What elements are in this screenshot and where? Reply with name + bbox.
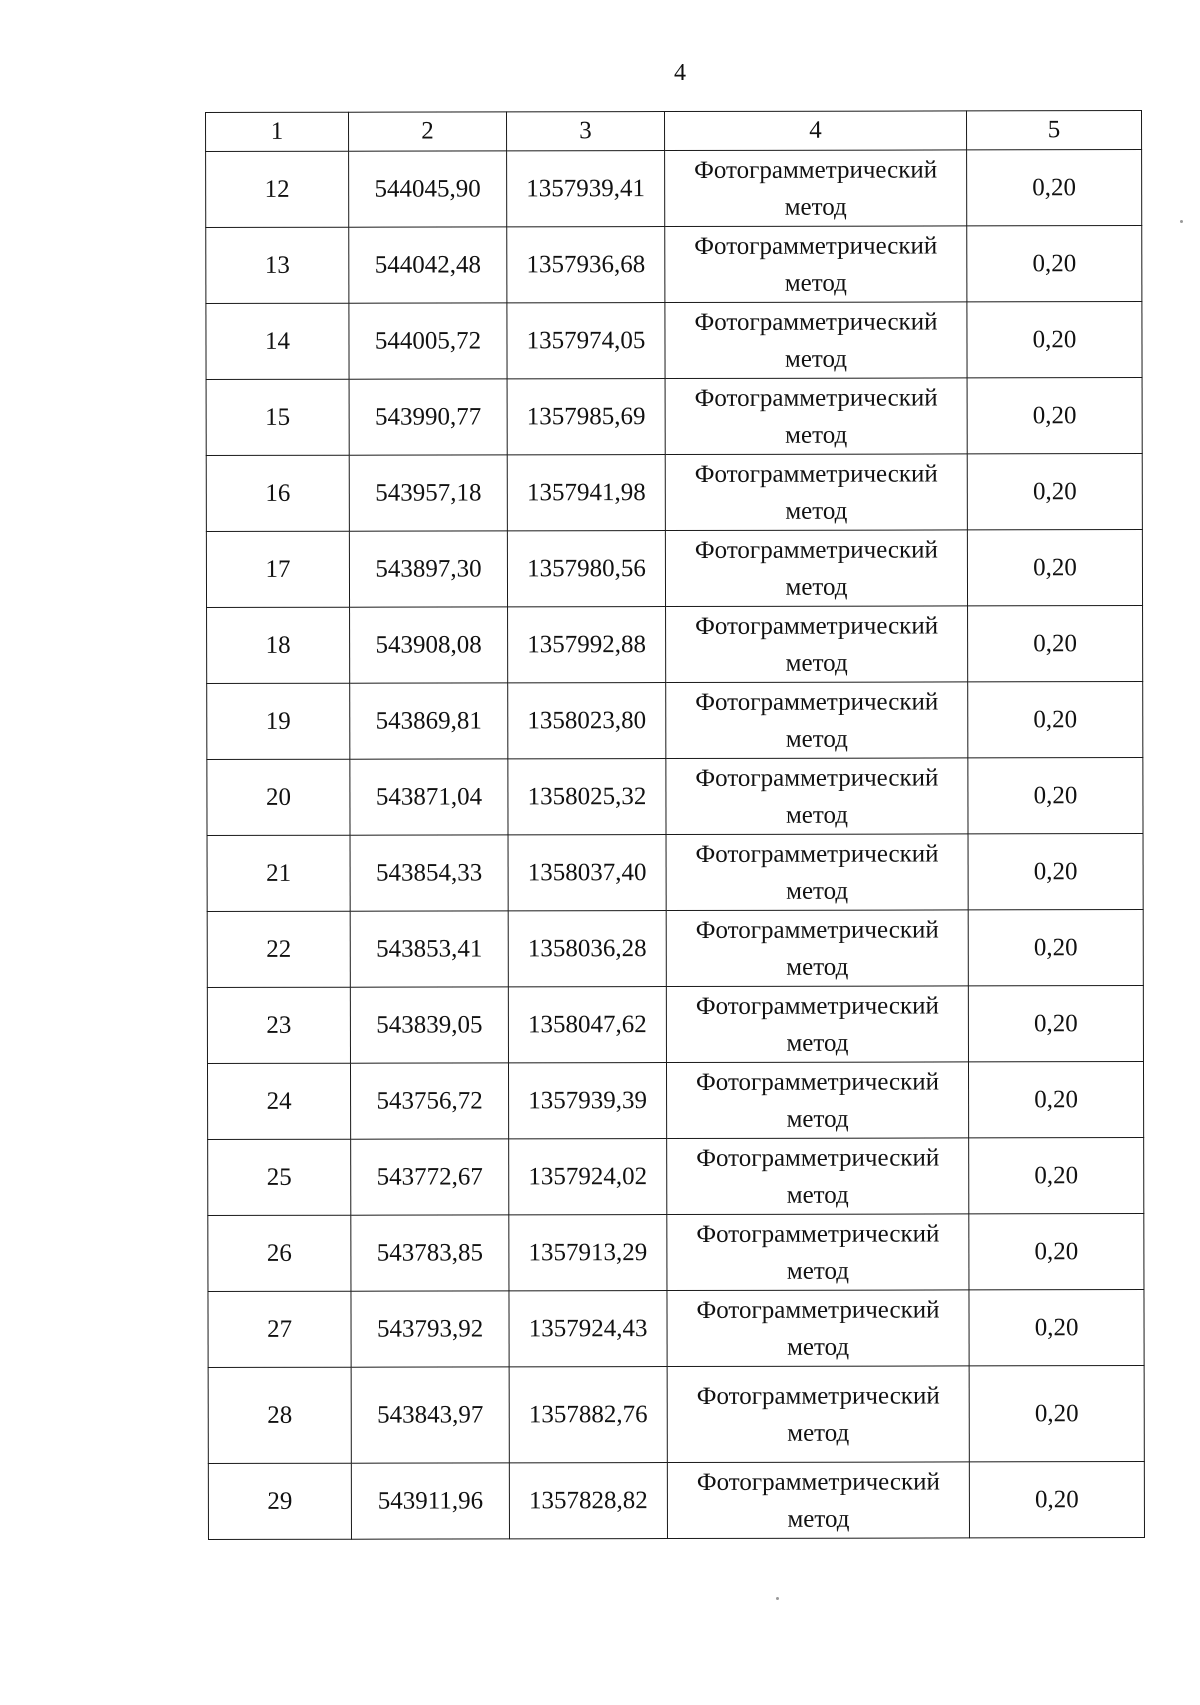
method-cell — [666, 910, 968, 987]
y-coordinate-cell: 1357992,88 — [508, 607, 666, 683]
y-coordinate-cell: 1357985,69 — [507, 379, 665, 455]
accuracy-cell: 0,20 — [967, 302, 1142, 378]
table-header — [206, 111, 1142, 152]
x-coordinate-cell: 543854,33 — [350, 835, 508, 911]
y-coordinate-cell: 1358037,40 — [508, 835, 666, 911]
method-line-2: метод — [785, 649, 848, 677]
table-row — [206, 150, 1142, 228]
method-line-2: метод — [786, 1105, 849, 1133]
method-line-2: метод — [785, 497, 848, 525]
x-coordinate-cell: 543911,96 — [351, 1463, 509, 1539]
accuracy-cell: 0,20 — [967, 378, 1142, 454]
method-line-1: Фотограмметрический — [695, 763, 939, 792]
method-line-2: метод — [784, 345, 848, 373]
scan-speck — [1180, 220, 1183, 223]
method-cell — [667, 1290, 969, 1367]
y-coordinate-cell: 1357924,43 — [509, 1291, 667, 1367]
table-row — [208, 1214, 1144, 1292]
x-coordinate-cell: 544005,72 — [349, 303, 507, 379]
accuracy-cell: 0,20 — [967, 530, 1142, 606]
point-number-cell: 13 — [206, 227, 349, 303]
method-line-2: метод — [786, 953, 849, 981]
y-coordinate-cell: 1358036,28 — [508, 911, 666, 987]
method-cell — [665, 302, 967, 379]
accuracy-cell: 0,20 — [967, 150, 1142, 226]
point-number-cell: 25 — [208, 1139, 351, 1215]
point-number-cell: 20 — [207, 759, 350, 835]
method-cell — [666, 986, 968, 1063]
x-coordinate-cell: 543871,04 — [350, 759, 508, 835]
method-cell — [666, 1062, 968, 1139]
header-cell-4: 4 — [665, 111, 967, 151]
x-coordinate-cell: 543793,92 — [351, 1291, 509, 1367]
accuracy-cell: 0,20 — [968, 758, 1143, 834]
method-line-1: Фотограмметрический — [694, 383, 938, 412]
method-cell — [667, 1462, 969, 1539]
method-line-1: Фотограмметрический — [695, 839, 939, 868]
y-coordinate-cell: 1357941,98 — [507, 455, 665, 531]
y-coordinate-cell: 1358023,80 — [508, 683, 666, 759]
accuracy-cell: 0,20 — [969, 1214, 1144, 1290]
accuracy-cell: 0,20 — [968, 834, 1143, 910]
x-coordinate-cell: 543839,05 — [350, 987, 508, 1063]
method-cell — [665, 226, 967, 303]
accuracy-cell: 0,20 — [969, 1366, 1144, 1462]
method-line-2: метод — [784, 269, 847, 297]
x-coordinate-cell: 544042,48 — [349, 227, 507, 303]
table-row — [207, 758, 1143, 836]
method-cell — [666, 682, 968, 759]
method-line-1: Фотограмметрический — [694, 535, 938, 564]
x-coordinate-cell: 543853,41 — [350, 911, 508, 987]
method-cell — [666, 834, 968, 911]
method-line-2: метод — [785, 421, 848, 449]
method-line-1: Фотограмметрический — [695, 915, 939, 944]
x-coordinate-cell: 543783,85 — [351, 1215, 509, 1291]
accuracy-cell: 0,20 — [969, 1138, 1144, 1214]
method-cell — [667, 1214, 969, 1291]
table-row — [207, 606, 1143, 684]
y-coordinate-cell: 1357924,02 — [509, 1139, 667, 1215]
table-row — [208, 1366, 1144, 1464]
x-coordinate-cell: 543772,67 — [351, 1139, 509, 1215]
point-number-cell: 15 — [206, 379, 349, 455]
method-line-1: Фотограмметрический — [696, 1143, 940, 1172]
table-row — [208, 1462, 1144, 1540]
header-cell-5: 5 — [966, 111, 1141, 150]
method-cell — [666, 606, 968, 683]
scan-speck — [776, 1597, 779, 1600]
method-line-1: Фотограмметрический — [695, 611, 939, 640]
page-number: 4 — [674, 60, 686, 86]
y-coordinate-cell: 1357828,82 — [509, 1463, 667, 1539]
method-cell — [667, 1366, 969, 1463]
table-row — [208, 1290, 1144, 1368]
table-row — [206, 454, 1142, 532]
x-coordinate-cell: 543843,97 — [351, 1367, 509, 1463]
method-line-1: Фотограмметрический — [696, 1381, 940, 1410]
method-line-2: метод — [784, 193, 847, 221]
y-coordinate-cell: 1357974,05 — [507, 303, 665, 379]
table-body — [206, 150, 1145, 1540]
method-line-1: Фотограмметрический — [695, 991, 939, 1020]
point-number-cell: 18 — [207, 607, 350, 683]
y-coordinate-cell: 1358047,62 — [508, 987, 666, 1063]
accuracy-cell: 0,20 — [968, 910, 1143, 986]
y-coordinate-cell: 1357939,39 — [508, 1063, 666, 1139]
method-cell — [666, 758, 968, 835]
y-coordinate-cell: 1357939,41 — [507, 151, 665, 227]
y-coordinate-cell: 1357936,68 — [507, 227, 665, 303]
point-number-cell: 22 — [207, 911, 350, 987]
method-line-2: метод — [787, 1333, 850, 1361]
method-line-2: метод — [785, 725, 848, 753]
x-coordinate-cell: 543908,08 — [350, 607, 508, 683]
method-line-1: Фотограмметрический — [696, 1467, 940, 1496]
method-cell — [665, 454, 967, 531]
method-line-2: метод — [786, 1181, 849, 1209]
point-number-cell: 14 — [206, 303, 349, 379]
point-number-cell: 12 — [206, 151, 349, 227]
accuracy-cell: 0,20 — [967, 454, 1142, 530]
method-line-2: метод — [787, 1419, 850, 1447]
method-line-2: метод — [786, 877, 849, 905]
method-line-2: метод — [786, 1257, 849, 1285]
method-cell — [665, 530, 967, 607]
method-cell — [667, 1138, 969, 1215]
header-cell-2: 2 — [349, 112, 507, 151]
accuracy-cell: 0,20 — [967, 226, 1142, 302]
x-coordinate-cell: 543990,77 — [349, 379, 507, 455]
table-row — [207, 910, 1143, 988]
method-line-1: Фотограмметрический — [694, 155, 938, 184]
method-line-2: метод — [786, 1029, 849, 1057]
y-coordinate-cell: 1357980,56 — [507, 531, 665, 607]
method-cell — [665, 150, 967, 227]
header-cell-1: 1 — [206, 112, 349, 151]
point-number-cell: 17 — [206, 531, 349, 607]
point-number-cell: 26 — [208, 1215, 351, 1291]
y-coordinate-cell: 1358025,32 — [508, 759, 666, 835]
table-row — [206, 226, 1142, 304]
method-line-2: метод — [785, 573, 848, 601]
method-line-1: Фотограмметрический — [696, 1219, 940, 1248]
header-cell-3: 3 — [507, 112, 665, 151]
coordinates-table — [205, 110, 1145, 1540]
point-number-cell: 28 — [208, 1367, 351, 1463]
method-line-2: метод — [787, 1505, 850, 1533]
table-row — [207, 1062, 1143, 1140]
accuracy-cell: 0,20 — [968, 606, 1143, 682]
point-number-cell: 16 — [206, 455, 349, 531]
table-row — [206, 302, 1142, 380]
table-row — [208, 1138, 1144, 1216]
x-coordinate-cell: 544045,90 — [349, 151, 507, 227]
point-number-cell: 27 — [208, 1291, 351, 1367]
method-line-2: метод — [785, 801, 849, 829]
point-number-cell: 19 — [207, 683, 350, 759]
table-row — [207, 682, 1143, 760]
point-number-cell: 24 — [207, 1063, 350, 1139]
table-row — [207, 834, 1143, 912]
accuracy-cell: 0,20 — [969, 1462, 1144, 1538]
x-coordinate-cell: 543869,81 — [350, 683, 508, 759]
point-number-cell: 21 — [207, 835, 350, 911]
point-number-cell: 23 — [207, 987, 350, 1063]
accuracy-cell: 0,20 — [969, 1290, 1144, 1366]
header-row — [206, 111, 1142, 152]
x-coordinate-cell: 543756,72 — [350, 1063, 508, 1139]
method-line-1: Фотограмметрический — [694, 307, 938, 336]
accuracy-cell: 0,20 — [968, 1062, 1143, 1138]
accuracy-cell: 0,20 — [968, 986, 1143, 1062]
table-row — [207, 986, 1143, 1064]
method-cell — [665, 378, 967, 455]
table-row — [206, 530, 1142, 608]
method-line-1: Фотограмметрический — [695, 687, 939, 716]
method-line-1: Фотограмметрический — [694, 459, 938, 488]
table-row — [206, 378, 1142, 456]
x-coordinate-cell: 543897,30 — [349, 531, 507, 607]
method-line-1: Фотограмметрический — [694, 231, 938, 260]
y-coordinate-cell: 1357882,76 — [509, 1367, 667, 1463]
accuracy-cell: 0,20 — [968, 682, 1143, 758]
x-coordinate-cell: 543957,18 — [349, 455, 507, 531]
point-number-cell: 29 — [208, 1463, 351, 1539]
method-line-1: Фотограмметрический — [696, 1295, 940, 1324]
y-coordinate-cell: 1357913,29 — [509, 1215, 667, 1291]
method-line-1: Фотограмметрический — [695, 1067, 940, 1096]
